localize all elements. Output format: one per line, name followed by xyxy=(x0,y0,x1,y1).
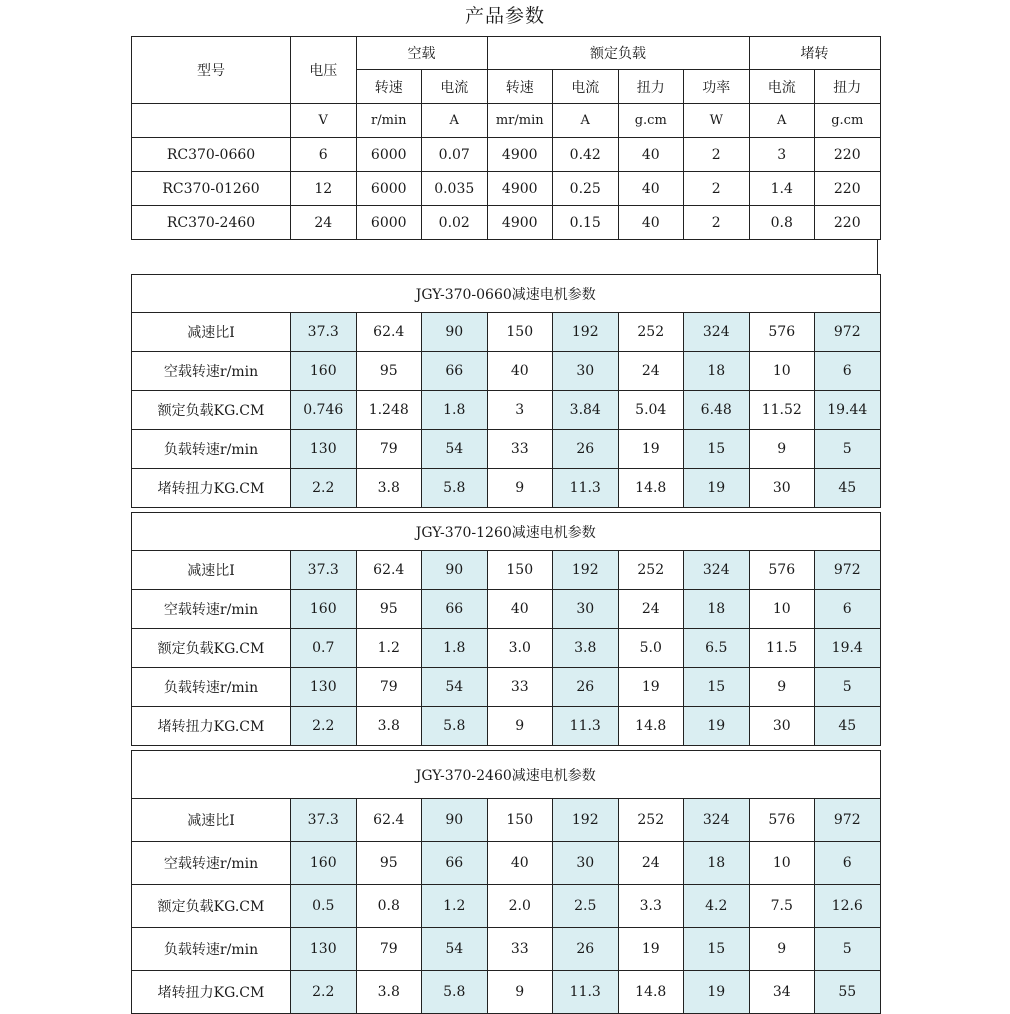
spec-row xyxy=(132,138,881,172)
table-row xyxy=(132,352,881,391)
value-cell: 37.3 xyxy=(291,313,357,352)
value-cell: 26 xyxy=(553,430,619,469)
unit-cell: mr/min xyxy=(487,104,553,138)
value-cell: 24 xyxy=(618,590,684,629)
sub-header: 电流 xyxy=(422,70,488,104)
value-cell: 24 xyxy=(618,352,684,391)
value-cell: 1.2 xyxy=(356,629,422,668)
value-cell: 324 xyxy=(684,799,750,842)
value-cell: 19.44 xyxy=(815,391,881,430)
value-cell: 95 xyxy=(356,590,422,629)
row-label: 空载转速r/min xyxy=(132,590,291,629)
spec-value-cell: 4900 xyxy=(487,172,553,206)
sub-header: 功率 xyxy=(684,70,750,104)
row-label: 堵转扭力KG.CM xyxy=(132,707,291,746)
row-label: 堵转扭力KG.CM xyxy=(132,971,291,1014)
value-cell: 252 xyxy=(618,551,684,590)
spec-value-cell: 40 xyxy=(618,172,684,206)
unit-cell: W xyxy=(684,104,750,138)
value-cell: 3 xyxy=(487,391,553,430)
value-cell: 9 xyxy=(487,971,553,1014)
value-cell: 252 xyxy=(618,799,684,842)
value-cell: 54 xyxy=(422,668,488,707)
value-cell: 1.8 xyxy=(422,629,488,668)
spec-value-cell: 0.8 xyxy=(749,206,815,240)
row-label: 减速比I xyxy=(132,799,291,842)
spec-value-cell: 2 xyxy=(684,172,750,206)
value-cell: 972 xyxy=(815,551,881,590)
table-row xyxy=(132,551,881,590)
sub-header: 转速 xyxy=(487,70,553,104)
unit-cell-blank xyxy=(132,104,291,138)
table-row xyxy=(132,799,881,842)
value-cell: 150 xyxy=(487,313,553,352)
sub-header: 扭力 xyxy=(815,70,881,104)
value-cell: 37.3 xyxy=(291,799,357,842)
value-cell: 55 xyxy=(815,971,881,1014)
spec-value-cell: 24 xyxy=(291,206,357,240)
spec-value-cell: 0.42 xyxy=(553,138,619,172)
value-cell: 2.0 xyxy=(487,885,553,928)
value-cell: 90 xyxy=(422,799,488,842)
value-cell: 62.4 xyxy=(356,799,422,842)
value-cell: 6 xyxy=(815,590,881,629)
value-cell: 576 xyxy=(749,799,815,842)
row-label: 额定负载KG.CM xyxy=(132,391,291,430)
value-cell: 6 xyxy=(815,842,881,885)
value-cell: 324 xyxy=(684,313,750,352)
model-header: 型号 xyxy=(132,37,291,104)
unit-cell: A xyxy=(422,104,488,138)
value-cell: 30 xyxy=(749,707,815,746)
row-label: 负载转速r/min xyxy=(132,430,291,469)
value-cell: 6 xyxy=(815,352,881,391)
table-row xyxy=(132,707,881,746)
value-cell: 150 xyxy=(487,799,553,842)
spec-value-cell: 40 xyxy=(618,206,684,240)
spec-value-cell: 220 xyxy=(815,138,881,172)
value-cell: 324 xyxy=(684,551,750,590)
value-cell: 9 xyxy=(749,928,815,971)
unit-cell: V xyxy=(291,104,357,138)
value-cell: 12.6 xyxy=(815,885,881,928)
stall-header: 堵转 xyxy=(749,37,880,70)
value-cell: 5 xyxy=(815,668,881,707)
value-cell: 5.04 xyxy=(618,391,684,430)
value-cell: 18 xyxy=(684,352,750,391)
value-cell: 14.8 xyxy=(618,971,684,1014)
value-cell: 30 xyxy=(553,352,619,391)
value-cell: 9 xyxy=(749,430,815,469)
value-cell: 576 xyxy=(749,551,815,590)
value-cell: 15 xyxy=(684,668,750,707)
value-cell: 5.8 xyxy=(422,971,488,1014)
value-cell: 3.8 xyxy=(356,707,422,746)
value-cell: 10 xyxy=(749,590,815,629)
value-cell: 252 xyxy=(618,313,684,352)
spec-value-cell: 4900 xyxy=(487,138,553,172)
value-cell: 3.3 xyxy=(618,885,684,928)
value-cell: 972 xyxy=(815,313,881,352)
value-cell: 2.5 xyxy=(553,885,619,928)
value-cell: 9 xyxy=(487,469,553,508)
model-cell: RC370-01260 xyxy=(132,172,291,206)
value-cell: 6.5 xyxy=(684,629,750,668)
value-cell: 130 xyxy=(291,928,357,971)
value-cell: 19 xyxy=(684,971,750,1014)
row-label: 额定负载KG.CM xyxy=(132,629,291,668)
unit-cell: A xyxy=(749,104,815,138)
value-cell: 15 xyxy=(684,430,750,469)
value-cell: 30 xyxy=(749,469,815,508)
noload-header: 空载 xyxy=(356,37,487,70)
sub-header: 电流 xyxy=(749,70,815,104)
value-cell: 6.48 xyxy=(684,391,750,430)
value-cell: 9 xyxy=(487,707,553,746)
spec-value-cell: 1.4 xyxy=(749,172,815,206)
spec-value-cell: 0.07 xyxy=(422,138,488,172)
spec-value-cell: 220 xyxy=(815,206,881,240)
table-row xyxy=(132,668,881,707)
value-cell: 0.746 xyxy=(291,391,357,430)
value-cell: 0.8 xyxy=(356,885,422,928)
value-cell: 90 xyxy=(422,551,488,590)
value-cell: 10 xyxy=(749,842,815,885)
value-cell: 66 xyxy=(422,590,488,629)
model-cell: RC370-2460 xyxy=(132,206,291,240)
value-cell: 130 xyxy=(291,668,357,707)
value-cell: 37.3 xyxy=(291,551,357,590)
row-label: 堵转扭力KG.CM xyxy=(132,469,291,508)
table-row xyxy=(132,928,881,971)
value-cell: 95 xyxy=(356,842,422,885)
value-cell: 150 xyxy=(487,551,553,590)
table-row xyxy=(132,971,881,1014)
value-cell: 19 xyxy=(684,469,750,508)
value-cell: 26 xyxy=(553,668,619,707)
unit-cell: g.cm xyxy=(618,104,684,138)
value-cell: 79 xyxy=(356,668,422,707)
value-cell: 2.2 xyxy=(291,469,357,508)
value-cell: 3.84 xyxy=(553,391,619,430)
value-cell: 130 xyxy=(291,430,357,469)
value-cell: 972 xyxy=(815,799,881,842)
value-cell: 5.8 xyxy=(422,469,488,508)
gear-table-0660 xyxy=(131,274,881,508)
rated-load-header: 额定负载 xyxy=(487,37,749,70)
value-cell: 19 xyxy=(618,928,684,971)
value-cell: 192 xyxy=(553,313,619,352)
spec-value-cell: 0.035 xyxy=(422,172,488,206)
value-cell: 95 xyxy=(356,352,422,391)
value-cell: 33 xyxy=(487,430,553,469)
spec-value-cell: 0.02 xyxy=(422,206,488,240)
table-row xyxy=(132,629,881,668)
section-title: JGY-370-0660减速电机参数 xyxy=(132,275,881,313)
sub-header: 扭力 xyxy=(618,70,684,104)
value-cell: 0.5 xyxy=(291,885,357,928)
row-label: 空载转速r/min xyxy=(132,352,291,391)
row-label: 负载转速r/min xyxy=(132,928,291,971)
value-cell: 54 xyxy=(422,430,488,469)
spec-row xyxy=(132,206,881,240)
table-row xyxy=(132,313,881,352)
spec-table xyxy=(131,36,881,240)
value-cell: 15 xyxy=(684,928,750,971)
spec-value-cell: 2 xyxy=(684,206,750,240)
value-cell: 40 xyxy=(487,352,553,391)
gear-table-2460 xyxy=(131,750,881,1014)
spec-value-cell: 0.25 xyxy=(553,172,619,206)
row-label: 减速比I xyxy=(132,313,291,352)
value-cell: 11.3 xyxy=(553,469,619,508)
value-cell: 192 xyxy=(553,551,619,590)
table-row xyxy=(132,590,881,629)
value-cell: 19 xyxy=(684,707,750,746)
value-cell: 3.8 xyxy=(553,629,619,668)
unit-cell: r/min xyxy=(356,104,422,138)
table-row xyxy=(132,469,881,508)
row-label: 额定负载KG.CM xyxy=(132,885,291,928)
model-cell: RC370-0660 xyxy=(132,138,291,172)
value-cell: 160 xyxy=(291,590,357,629)
value-cell: 34 xyxy=(749,971,815,1014)
value-cell: 30 xyxy=(553,842,619,885)
value-cell: 14.8 xyxy=(618,707,684,746)
value-cell: 62.4 xyxy=(356,313,422,352)
page-title: 产品参数 xyxy=(464,5,545,27)
spec-value-cell: 4900 xyxy=(487,206,553,240)
sub-header: 转速 xyxy=(356,70,422,104)
value-cell: 1.8 xyxy=(422,391,488,430)
value-cell: 1.2 xyxy=(422,885,488,928)
value-cell: 19 xyxy=(618,668,684,707)
table-spacer xyxy=(131,240,878,274)
value-cell: 5.8 xyxy=(422,707,488,746)
value-cell: 5 xyxy=(815,928,881,971)
value-cell: 576 xyxy=(749,313,815,352)
value-cell: 2.2 xyxy=(291,971,357,1014)
value-cell: 4.2 xyxy=(684,885,750,928)
value-cell: 7.5 xyxy=(749,885,815,928)
value-cell: 3.8 xyxy=(356,971,422,1014)
spec-value-cell: 0.15 xyxy=(553,206,619,240)
voltage-header: 电压 xyxy=(291,37,357,104)
value-cell: 160 xyxy=(291,842,357,885)
value-cell: 79 xyxy=(356,430,422,469)
value-cell: 40 xyxy=(487,842,553,885)
section-title: JGY-370-1260减速电机参数 xyxy=(132,513,881,551)
spec-row xyxy=(132,172,881,206)
section-title: JGY-370-2460减速电机参数 xyxy=(132,751,881,799)
sub-header: 电流 xyxy=(553,70,619,104)
value-cell: 62.4 xyxy=(356,551,422,590)
value-cell: 5 xyxy=(815,430,881,469)
value-cell: 160 xyxy=(291,352,357,391)
value-cell: 66 xyxy=(422,842,488,885)
row-label: 空载转速r/min xyxy=(132,842,291,885)
value-cell: 19 xyxy=(618,430,684,469)
value-cell: 11.5 xyxy=(749,629,815,668)
table-row xyxy=(132,885,881,928)
gear-table-1260 xyxy=(131,512,881,746)
value-cell: 54 xyxy=(422,928,488,971)
value-cell: 19.4 xyxy=(815,629,881,668)
value-cell: 40 xyxy=(487,590,553,629)
spec-value-cell: 6000 xyxy=(356,138,422,172)
row-label: 减速比I xyxy=(132,551,291,590)
value-cell: 14.8 xyxy=(618,469,684,508)
row-label: 负载转速r/min xyxy=(132,668,291,707)
spec-value-cell: 6000 xyxy=(356,206,422,240)
spec-value-cell: 3 xyxy=(749,138,815,172)
value-cell: 1.248 xyxy=(356,391,422,430)
unit-cell: A xyxy=(553,104,619,138)
table-row xyxy=(132,842,881,885)
value-cell: 45 xyxy=(815,707,881,746)
value-cell: 5.0 xyxy=(618,629,684,668)
value-cell: 30 xyxy=(553,590,619,629)
value-cell: 2.2 xyxy=(291,707,357,746)
value-cell: 66 xyxy=(422,352,488,391)
value-cell: 18 xyxy=(684,842,750,885)
unit-cell: g.cm xyxy=(815,104,881,138)
value-cell: 18 xyxy=(684,590,750,629)
value-cell: 10 xyxy=(749,352,815,391)
spec-value-cell: 2 xyxy=(684,138,750,172)
value-cell: 24 xyxy=(618,842,684,885)
value-cell: 33 xyxy=(487,668,553,707)
value-cell: 79 xyxy=(356,928,422,971)
value-cell: 3.0 xyxy=(487,629,553,668)
table-row xyxy=(132,430,881,469)
spec-value-cell: 220 xyxy=(815,172,881,206)
value-cell: 192 xyxy=(553,799,619,842)
spec-value-cell: 6 xyxy=(291,138,357,172)
value-cell: 33 xyxy=(487,928,553,971)
value-cell: 11.3 xyxy=(553,707,619,746)
value-cell: 3.8 xyxy=(356,469,422,508)
table-row xyxy=(132,391,881,430)
spec-value-cell: 40 xyxy=(618,138,684,172)
value-cell: 11.3 xyxy=(553,971,619,1014)
value-cell: 90 xyxy=(422,313,488,352)
value-cell: 9 xyxy=(749,668,815,707)
value-cell: 45 xyxy=(815,469,881,508)
value-cell: 26 xyxy=(553,928,619,971)
spec-value-cell: 6000 xyxy=(356,172,422,206)
value-cell: 0.7 xyxy=(291,629,357,668)
spec-value-cell: 12 xyxy=(291,172,357,206)
value-cell: 11.52 xyxy=(749,391,815,430)
